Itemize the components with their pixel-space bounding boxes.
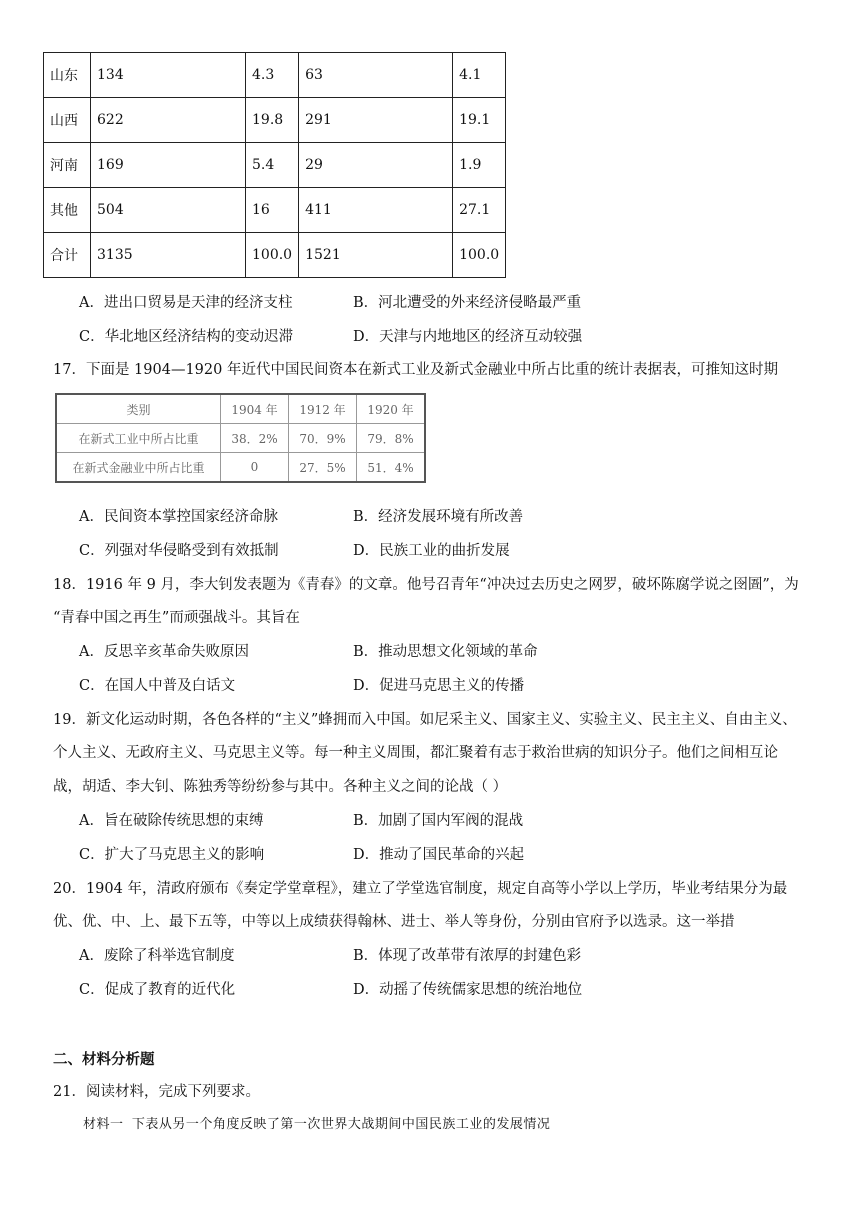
- table-cell: 504: [91, 188, 246, 233]
- q17-stem: 17．下面是 1904—1920 年近代中国民间资本在新式工业及新式金融业中所占比重的统计表据表，可推知这时期: [53, 362, 778, 378]
- table-row: [44, 98, 506, 143]
- table-cell: 169: [91, 143, 246, 188]
- table-cell: 山东: [44, 53, 91, 98]
- q20-option-a: A．废除了科举选官制度: [79, 948, 235, 964]
- q20-stem-line1: 20．1904 年，清政府颁布《奏定学堂章程》，建立了学堂选官制度，规定自高等小学以上学历，毕业考结果分为最: [53, 881, 788, 897]
- table-cell: 16: [246, 188, 299, 233]
- table-header-cell: 1920 年: [357, 394, 426, 424]
- q19-option-d: D．推动了国民革命的兴起: [353, 847, 525, 863]
- table-cell: 134: [91, 53, 246, 98]
- table-row: [56, 424, 425, 453]
- q18-option-a: A．反思辛亥革命失败原因: [79, 644, 249, 660]
- table-header-cell: 类别: [56, 394, 221, 424]
- table-cell: 291: [299, 98, 453, 143]
- table-cell: 5.4: [246, 143, 299, 188]
- table-row: [56, 453, 425, 483]
- table-cell: 100.0: [246, 233, 299, 278]
- q21-stem: 21．阅读材料，完成下列要求。: [53, 1084, 260, 1100]
- q20-stem-line2: 优、优、中、上、最下五等，中等以上成绩获得翰林、进士、举人等身份，分别由官府予以选录。这一举措: [53, 914, 735, 930]
- table-row: [44, 53, 506, 98]
- section-heading: 二、材料分析题: [53, 1051, 155, 1068]
- table-cell: 63: [299, 53, 453, 98]
- table-cell: 在新式工业中所占比重: [56, 424, 221, 453]
- table-cell: 19.1: [453, 98, 506, 143]
- table-cell: 622: [91, 98, 246, 143]
- q19-stem-line2: 个人主义、无政府主义、马克思主义等。每一种主义周围，都汇聚着有志于救治世病的知识分子。他们之间相互论: [53, 745, 778, 761]
- table-cell: 1.9: [453, 143, 506, 188]
- q17-option-a: A．民间资本掌控国家经济命脉: [79, 509, 278, 525]
- q20-option-b: B．体现了改革带有浓厚的封建色彩: [353, 948, 582, 964]
- q17-option-d: D．民族工业的曲折发展: [353, 543, 510, 559]
- table-row: [44, 143, 506, 188]
- q18-stem-line1: 18．1916 年 9 月，李大钊发表题为《青春》的文章。他号召青年“冲决过去历史之网罗，破坏陈腐学说之囹圄”，为: [53, 577, 799, 593]
- table-cell: 38．2%: [221, 424, 289, 453]
- q16-option-d: D．天津与内地地区的经济互动较强: [353, 329, 583, 345]
- capital-share-table: [55, 393, 426, 483]
- q16-option-a: A．进出口贸易是天津的经济支柱: [79, 295, 293, 311]
- table-cell: 27．5%: [289, 453, 357, 483]
- table-cell: 79．8%: [357, 424, 426, 453]
- table-header-row: [56, 394, 425, 424]
- q19-option-a: A．旨在破除传统思想的束缚: [79, 813, 264, 829]
- q17-option-b: B．经济发展环境有所改善: [353, 509, 524, 525]
- table-header-cell: 1912 年: [289, 394, 357, 424]
- table-cell: 4.3: [246, 53, 299, 98]
- q20-option-d: D．动摇了传统儒家思想的统治地位: [353, 982, 583, 998]
- table-cell: 411: [299, 188, 453, 233]
- q19-option-c: C．扩大了马克思主义的影响: [79, 847, 265, 863]
- table-cell: 合计: [44, 233, 91, 278]
- table-cell: 51．4%: [357, 453, 426, 483]
- table-cell: 山西: [44, 98, 91, 143]
- table-cell: 0: [221, 453, 289, 483]
- table-cell: 1521: [299, 233, 453, 278]
- q19-stem-line3: 战，胡适、李大钊、陈独秀等纷纷参与其中。各种主义之间的论战（ ）: [53, 779, 508, 795]
- q16-option-c: C．华北地区经济结构的变动迟滞: [79, 329, 294, 345]
- q20-option-c: C．促成了教育的近代化: [79, 982, 236, 998]
- statistics-table: [43, 52, 506, 278]
- table-cell: 河南: [44, 143, 91, 188]
- q19-option-b: B．加剧了国内军阀的混战: [353, 813, 524, 829]
- table-cell: 27.1: [453, 188, 506, 233]
- q17-option-c: C．列强对华侵略受到有效抵制: [79, 543, 279, 559]
- table-cell: 29: [299, 143, 453, 188]
- table-cell: 19.8: [246, 98, 299, 143]
- table-cell: 100.0: [453, 233, 506, 278]
- table-row: [44, 233, 506, 278]
- table-cell: 4.1: [453, 53, 506, 98]
- table-header-cell: 1904 年: [221, 394, 289, 424]
- table-cell: 70．9%: [289, 424, 357, 453]
- q18-stem-line2: “青春中国之再生”而顽强战斗。其旨在: [53, 610, 300, 626]
- q19-stem-line1: 19．新文化运动时期，各色各样的“主义”蜂拥而入中国。如尼采主义、国家主义、实验主义、民主主义、自由主义、: [53, 712, 797, 728]
- material-one-caption: 材料一 下表从另一个角度反映了第一次世界大战期间中国民族工业的发展情况: [83, 1117, 551, 1132]
- table-cell: 3135: [91, 233, 246, 278]
- table-cell: 其他: [44, 188, 91, 233]
- q16-option-b: B．河北遭受的外来经济侵略最严重: [353, 295, 582, 311]
- table-cell: 在新式金融业中所占比重: [56, 453, 221, 483]
- q18-option-c: C．在国人中普及白话文: [79, 678, 236, 694]
- table-row: [44, 188, 506, 233]
- q18-option-b: B．推动思想文化领域的革命: [353, 644, 538, 660]
- q18-option-d: D．促进马克思主义的传播: [353, 678, 525, 694]
